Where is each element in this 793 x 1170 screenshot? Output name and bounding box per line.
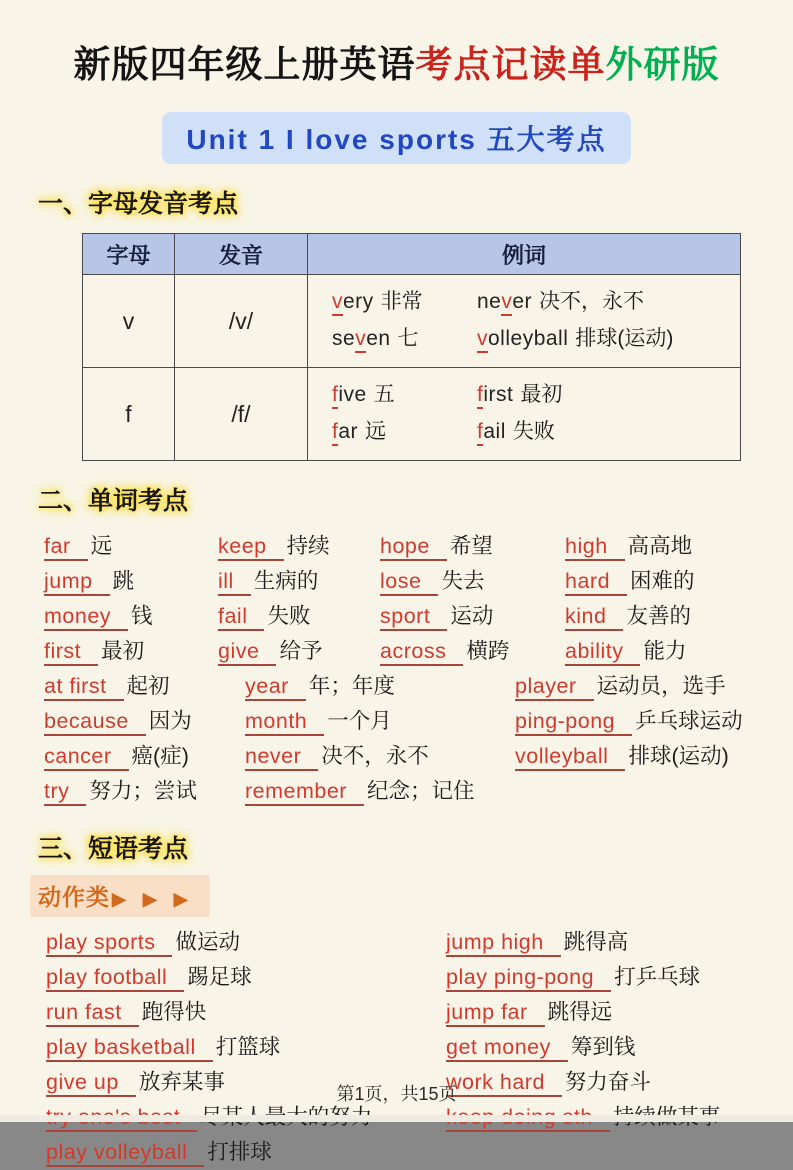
phrase-item (446, 1030, 720, 1065)
word-english: never (245, 744, 318, 771)
word-suffix: ar (338, 420, 359, 443)
word-meaning: 努力；尝试 (89, 779, 197, 803)
word-english: cancer (44, 744, 129, 771)
example-word (477, 327, 568, 353)
example-word (332, 420, 358, 446)
example-word-item (332, 376, 477, 413)
triangle-arrows-icon: ▶ ▶ ▶ (112, 889, 194, 909)
section-heading-words: 二、单词考点 (38, 487, 189, 515)
phrase-english: play basketball (46, 1035, 213, 1062)
example-line (332, 376, 734, 413)
example-word-item (477, 283, 644, 320)
word-item (44, 774, 245, 809)
example-word-item (477, 376, 562, 413)
phrase-item (446, 995, 720, 1030)
phrase-english: play sports (46, 930, 172, 957)
word-meaning: 最初 (101, 639, 145, 663)
phrase-meaning: 跑得快 (141, 1000, 207, 1024)
word-meaning: 纪念；记住 (366, 779, 475, 803)
word-english: month (245, 709, 324, 736)
pronunciation-table (82, 233, 741, 461)
word-meaning: 决不，永不 (321, 744, 429, 768)
word-meaning: 给予 (279, 639, 323, 663)
phrase-item (46, 925, 446, 960)
word-prefix: ne (477, 290, 502, 313)
example-word-item (477, 320, 673, 357)
phrase-category-text: 动作类 (38, 884, 110, 910)
page-title (0, 0, 793, 88)
word-prefix: se (332, 327, 356, 350)
phrase-meaning: 放弃某事 (138, 1070, 225, 1094)
example-word (477, 420, 506, 446)
word-suffix: ery (343, 290, 374, 313)
letter-cell: v (83, 275, 175, 368)
word-item (44, 634, 218, 669)
word-english: year (245, 674, 306, 701)
word-meaning: 五 (373, 383, 395, 406)
word-item (380, 599, 565, 634)
word-english: at first (44, 674, 124, 701)
phrase-item (446, 925, 720, 960)
word-meaning: 年；年度 (308, 674, 395, 698)
word-meaning: 高高地 (627, 534, 693, 558)
word-list-3col (44, 669, 793, 809)
phrase-meaning: 筹到钱 (570, 1035, 636, 1059)
empty-cell (515, 774, 793, 809)
word-english: player (515, 674, 594, 701)
phrase-meaning: 踢足球 (187, 965, 252, 989)
examples-cell (308, 275, 741, 368)
column-header-examples: 例词 (308, 234, 741, 275)
section-heading-pronunciation: 一、字母发音考点 (38, 190, 239, 218)
letter-cell: f (83, 368, 175, 461)
bottom-edge-strip (0, 1115, 793, 1122)
example-line (332, 283, 734, 320)
word-item (245, 704, 515, 739)
example-word (477, 290, 532, 316)
word-english: kind (565, 604, 623, 631)
word-item (565, 529, 793, 564)
word-item (380, 634, 565, 669)
example-word-item (332, 283, 477, 320)
phrase-meaning: 打排球 (207, 1140, 272, 1164)
word-english: far (44, 534, 88, 561)
word-meaning: 运动 (450, 604, 494, 628)
table-row (83, 368, 741, 461)
highlighted-letter: v (477, 327, 488, 353)
word-meaning: 横跨 (466, 639, 510, 663)
phrase-category-label (30, 875, 210, 917)
word-item (245, 774, 515, 809)
word-meaning: 钱 (131, 604, 153, 628)
phrase-meaning: 努力奋斗 (564, 1070, 651, 1094)
word-meaning: 持续 (286, 534, 330, 558)
word-item (565, 599, 793, 634)
word-meaning: 失败 (267, 604, 311, 628)
word-meaning: 友善的 (626, 604, 691, 628)
highlighted-letter: v (332, 290, 343, 316)
word-meaning: 跳 (112, 569, 135, 593)
word-item (218, 564, 380, 599)
phrase-list-left (46, 925, 446, 1170)
word-suffix: ive (338, 383, 367, 406)
page-title-main: 新版四年级上册英语 (73, 44, 416, 85)
example-word (477, 383, 513, 409)
word-item (44, 599, 218, 634)
word-item (565, 634, 793, 669)
phrase-meaning: 跳得高 (563, 930, 629, 954)
highlighted-letter: f (477, 420, 483, 446)
phrase-meaning: 做运动 (175, 930, 240, 954)
example-word (332, 327, 391, 353)
phrase-english: give up (46, 1070, 136, 1097)
unit-subtitle: Unit 1 I love sports 五大考点 (162, 112, 630, 164)
example-word (332, 290, 374, 316)
word-meaning: 一个月 (327, 709, 392, 733)
word-english: ping-pong (515, 709, 632, 736)
page-title-highlight: 考点记读单 (415, 44, 606, 85)
word-meaning: 失败 (512, 420, 555, 443)
word-item (218, 634, 380, 669)
phrase-item (446, 960, 720, 995)
phrase-english: jump far (446, 1000, 545, 1027)
phrase-item (46, 995, 446, 1030)
page-title-edition: 外研版 (605, 44, 720, 85)
word-item (380, 564, 565, 599)
word-meaning: 非常 (380, 290, 423, 313)
word-item (44, 739, 245, 774)
word-suffix: en (366, 327, 391, 350)
highlighted-letter: v (501, 290, 512, 316)
word-english: lose (380, 569, 438, 596)
highlighted-letter: f (332, 420, 338, 446)
word-meaning: 乒乓球运动 (635, 709, 743, 733)
word-english: ability (565, 639, 640, 666)
sound-cell: /f/ (175, 368, 308, 461)
word-english: try (44, 779, 86, 806)
example-word (332, 383, 367, 409)
highlighted-letter: f (477, 383, 483, 409)
word-english: volleyball (515, 744, 625, 771)
word-meaning: 因为 (148, 709, 192, 733)
word-item (44, 669, 245, 704)
word-meaning: 希望 (449, 534, 493, 558)
phrase-meaning: 打乒乓球 (614, 965, 701, 989)
word-meaning: 最初 (520, 383, 563, 406)
sound-cell: /v/ (175, 275, 308, 368)
word-item (44, 529, 218, 564)
word-meaning: 决不，永不 (539, 290, 645, 313)
word-english: first (44, 639, 98, 666)
unit-subtitle-row (0, 112, 793, 164)
word-item (44, 564, 218, 599)
column-header-letter: 字母 (83, 234, 175, 275)
phrase-lists (46, 925, 793, 1170)
word-meaning: 排球(运动) (628, 744, 729, 768)
column-header-sound: 发音 (175, 234, 308, 275)
word-meaning: 远 (90, 534, 113, 558)
word-english: high (565, 534, 625, 561)
word-english: remember (245, 779, 364, 806)
word-suffix: ail (483, 420, 506, 443)
phrase-meaning: 打篮球 (215, 1035, 281, 1059)
page-number: 第1页，共15页 (336, 1084, 457, 1104)
word-english: hope (380, 534, 447, 561)
word-meaning: 癌(症) (131, 744, 189, 768)
table-row (83, 275, 741, 368)
word-meaning: 运动员，选手 (596, 674, 726, 698)
word-suffix: olleyball (488, 327, 569, 350)
word-suffix: er (512, 290, 533, 313)
word-english: keep (218, 534, 284, 561)
example-word-item (332, 413, 477, 450)
word-meaning: 生病的 (253, 569, 319, 593)
word-item (515, 739, 793, 774)
word-item (565, 564, 793, 599)
example-word-item (477, 413, 555, 450)
word-meaning: 远 (365, 420, 387, 443)
word-meaning: 能力 (643, 639, 687, 663)
phrase-english: play ping-pong (446, 965, 611, 992)
example-line (332, 413, 734, 450)
word-english: ill (218, 569, 251, 596)
word-item (245, 739, 515, 774)
word-item (218, 529, 380, 564)
word-item (44, 704, 245, 739)
word-meaning: 排球(运动) (575, 327, 674, 350)
word-english: fail (218, 604, 264, 631)
word-suffix: irst (483, 383, 514, 406)
phrase-meaning: 跳得远 (547, 1000, 613, 1024)
word-item (515, 704, 793, 739)
word-english: hard (565, 569, 627, 596)
word-meaning: 失去 (441, 569, 485, 593)
word-english: across (380, 639, 463, 666)
phrase-list-right (446, 925, 720, 1170)
phrase-item (46, 1135, 446, 1170)
word-english: money (44, 604, 128, 631)
word-item (515, 669, 793, 704)
phrase-english: work hard (446, 1070, 562, 1097)
examples-cell (308, 368, 741, 461)
word-meaning: 起初 (126, 674, 170, 698)
example-word-item (332, 320, 477, 357)
section-heading-phrases: 三、短语考点 (38, 835, 189, 863)
word-meaning: 七 (397, 327, 419, 350)
phrase-english: run fast (46, 1000, 139, 1027)
highlighted-letter: f (332, 383, 338, 409)
word-meaning: 困难的 (630, 569, 695, 593)
word-item (218, 599, 380, 634)
word-english: jump (44, 569, 110, 596)
phrase-item (46, 960, 446, 995)
phrase-english: play football (46, 965, 184, 992)
phrase-english: get money (446, 1035, 568, 1062)
word-english: because (44, 709, 146, 736)
phrase-english: jump high (446, 930, 561, 957)
phrase-item (46, 1030, 446, 1065)
word-english: give (218, 639, 276, 666)
highlighted-letter: v (355, 327, 366, 353)
word-list-4col (44, 529, 793, 669)
example-line (332, 320, 734, 357)
word-english: sport (380, 604, 447, 631)
phrase-english: play volleyball (46, 1140, 204, 1167)
word-item (245, 669, 515, 704)
table-header-row (83, 234, 741, 275)
word-item (380, 529, 565, 564)
